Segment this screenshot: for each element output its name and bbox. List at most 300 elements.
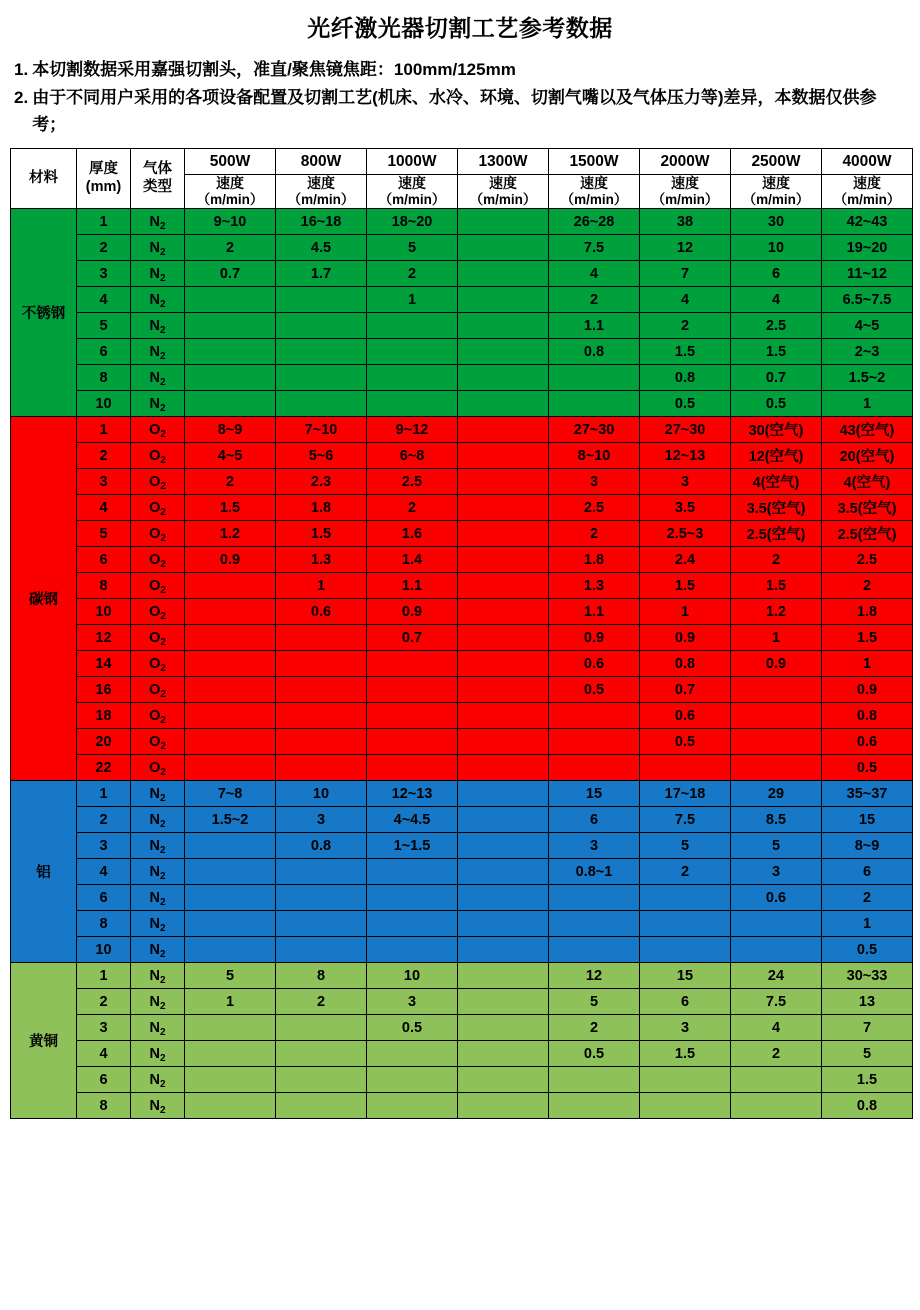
material-cell: 铝 <box>11 781 77 963</box>
speed-cell-2500w: 2.5 <box>731 313 822 339</box>
gas-type-cell: $O_2$ <box>131 755 185 781</box>
table-row <box>11 677 913 703</box>
table-row <box>11 339 913 365</box>
speed-cell-2000w: 0.5 <box>640 391 731 417</box>
speed-label: 速度 <box>489 175 517 192</box>
speed-cell-2000w <box>640 1067 731 1093</box>
table-row <box>11 313 913 339</box>
speed-cell-2000w: 1.5 <box>640 573 731 599</box>
speed-cell-2500w: 29 <box>731 781 822 807</box>
speed-cell-1000w: 18~20 <box>367 209 458 235</box>
speed-cell-2000w: 1.5 <box>640 339 731 365</box>
thickness-cell: 20 <box>77 729 131 755</box>
material-cell: 黄铜 <box>11 963 77 1119</box>
speed-cell-4000w: 5 <box>822 1041 913 1067</box>
thickness-cell: 3 <box>77 261 131 287</box>
speed-cell-800w <box>276 625 367 651</box>
speed-cell-4000w: 1 <box>822 911 913 937</box>
speed-cell-1300w <box>458 729 549 755</box>
speed-cell-800w <box>276 391 367 417</box>
speed-cell-500w <box>185 1015 276 1041</box>
gas-type-cell: $N_2$ <box>131 1015 185 1041</box>
speed-cell-2500w: 4(空气) <box>731 469 822 495</box>
thickness-cell: 14 <box>77 651 131 677</box>
speed-cell-500w <box>185 1067 276 1093</box>
speed-cell-2500w <box>731 911 822 937</box>
speed-cell-1300w <box>458 833 549 859</box>
thickness-cell: 1 <box>77 209 131 235</box>
speed-cell-800w <box>276 755 367 781</box>
thickness-cell: 18 <box>77 703 131 729</box>
speed-cell-500w: 2 <box>185 469 276 495</box>
speed-cell-1000w: 0.5 <box>367 1015 458 1041</box>
speed-cell-1000w: 9~12 <box>367 417 458 443</box>
speed-cell-800w: 8 <box>276 963 367 989</box>
speed-cell-4000w: 0.5 <box>822 755 913 781</box>
speed-cell-800w <box>276 911 367 937</box>
speed-cell-4000w: 2~3 <box>822 339 913 365</box>
speed-cell-500w <box>185 287 276 313</box>
table-row <box>11 443 913 469</box>
material-cell: 不锈钢 <box>11 209 77 417</box>
header-power-1300w: 1300W <box>458 149 549 175</box>
speed-cell-4000w: 19~20 <box>822 235 913 261</box>
table-row <box>11 287 913 313</box>
header-power-2000w: 2000W <box>640 149 731 175</box>
speed-cell-1500w: 1.3 <box>549 573 640 599</box>
speed-cell-2000w: 4 <box>640 287 731 313</box>
speed-cell-1000w <box>367 391 458 417</box>
speed-cell-500w: 9~10 <box>185 209 276 235</box>
gas-type-cell: $O_2$ <box>131 547 185 573</box>
gas-type-cell: $N_2$ <box>131 1041 185 1067</box>
thickness-cell: 1 <box>77 963 131 989</box>
speed-cell-4000w: 35~37 <box>822 781 913 807</box>
speed-cell-500w <box>185 599 276 625</box>
speed-cell-1300w <box>458 885 549 911</box>
table-row <box>11 235 913 261</box>
speed-cell-2000w: 0.9 <box>640 625 731 651</box>
speed-cell-4000w: 1.8 <box>822 599 913 625</box>
speed-cell-800w <box>276 677 367 703</box>
speed-cell-4000w: 42~43 <box>822 209 913 235</box>
table-row <box>11 261 913 287</box>
header-power-1500w: 1500W <box>549 149 640 175</box>
speed-cell-500w: 5 <box>185 963 276 989</box>
speed-cell-1000w: 2 <box>367 261 458 287</box>
speed-cell-2500w: 24 <box>731 963 822 989</box>
gas-type-cell: $O_2$ <box>131 443 185 469</box>
speed-cell-2500w: 1.2 <box>731 599 822 625</box>
header-power-500w: 500W <box>185 149 276 175</box>
speed-cell-800w <box>276 1015 367 1041</box>
speed-cell-2000w <box>640 755 731 781</box>
speed-cell-2500w: 1.5 <box>731 573 822 599</box>
speed-cell-2500w <box>731 677 822 703</box>
table-row <box>11 625 913 651</box>
speed-cell-1000w: 1.1 <box>367 573 458 599</box>
speed-cell-4000w: 4~5 <box>822 313 913 339</box>
speed-cell-2500w: 7.5 <box>731 989 822 1015</box>
speed-cell-1000w: 5 <box>367 235 458 261</box>
speed-cell-2500w <box>731 1093 822 1119</box>
speed-cell-1500w: 0.8 <box>549 339 640 365</box>
speed-cell-500w <box>185 703 276 729</box>
table-row <box>11 885 913 911</box>
speed-cell-2000w: 7.5 <box>640 807 731 833</box>
header-power-1000w: 1000W <box>367 149 458 175</box>
speed-cell-1300w <box>458 911 549 937</box>
speed-cell-800w: 5~6 <box>276 443 367 469</box>
speed-cell-800w: 10 <box>276 781 367 807</box>
speed-cell-2000w: 2 <box>640 313 731 339</box>
table-row <box>11 209 913 235</box>
speed-cell-2000w: 0.8 <box>640 651 731 677</box>
header-thickness-line2: (mm) <box>85 178 122 195</box>
gas-type-cell: $N_2$ <box>131 1067 185 1093</box>
table-row <box>11 729 913 755</box>
header-speed-2500w <box>731 175 822 209</box>
table-row <box>11 1093 913 1119</box>
speed-cell-500w: 8~9 <box>185 417 276 443</box>
speed-cell-4000w: 0.9 <box>822 677 913 703</box>
note-1 <box>14 57 910 83</box>
speed-cell-1300w <box>458 937 549 963</box>
gas-type-cell: $N_2$ <box>131 287 185 313</box>
speed-cell-2500w: 3 <box>731 859 822 885</box>
speed-unit: （m/min） <box>833 191 901 207</box>
speed-cell-500w <box>185 937 276 963</box>
gas-type-cell: $O_2$ <box>131 625 185 651</box>
speed-cell-500w: 2 <box>185 235 276 261</box>
speed-cell-2500w: 10 <box>731 235 822 261</box>
speed-cell-2000w: 27~30 <box>640 417 731 443</box>
thickness-cell: 4 <box>77 495 131 521</box>
speed-cell-800w: 1.5 <box>276 521 367 547</box>
speed-cell-1000w <box>367 1041 458 1067</box>
speed-cell-2500w: 1 <box>731 625 822 651</box>
speed-cell-1300w <box>458 365 549 391</box>
speed-cell-1500w: 0.5 <box>549 1041 640 1067</box>
speed-cell-2000w: 1.5 <box>640 1041 731 1067</box>
header-speed-500w <box>185 175 276 209</box>
speed-cell-2000w: 0.7 <box>640 677 731 703</box>
table-header <box>11 149 913 209</box>
speed-cell-1500w: 27~30 <box>549 417 640 443</box>
table-row <box>11 1015 913 1041</box>
speed-cell-2500w: 12(空气) <box>731 443 822 469</box>
thickness-cell: 6 <box>77 885 131 911</box>
thickness-cell: 2 <box>77 443 131 469</box>
speed-cell-1500w: 6 <box>549 807 640 833</box>
speed-unit: （m/min） <box>287 191 355 207</box>
speed-cell-4000w: 0.8 <box>822 1093 913 1119</box>
speed-cell-1300w <box>458 287 549 313</box>
speed-cell-4000w: 4(空气) <box>822 469 913 495</box>
speed-cell-1300w <box>458 313 549 339</box>
speed-cell-1000w <box>367 703 458 729</box>
table-row <box>11 573 913 599</box>
table-row <box>11 859 913 885</box>
speed-cell-1300w <box>458 235 549 261</box>
speed-cell-1500w <box>549 1067 640 1093</box>
speed-cell-500w <box>185 391 276 417</box>
speed-cell-500w <box>185 625 276 651</box>
speed-cell-2000w: 3 <box>640 469 731 495</box>
speed-cell-1300w <box>458 781 549 807</box>
speed-cell-1000w: 0.7 <box>367 625 458 651</box>
speed-cell-800w: 1.7 <box>276 261 367 287</box>
speed-cell-500w <box>185 833 276 859</box>
gas-type-cell: $N_2$ <box>131 781 185 807</box>
speed-cell-1500w: 5 <box>549 989 640 1015</box>
speed-cell-1500w <box>549 703 640 729</box>
table-row <box>11 755 913 781</box>
speed-cell-2500w: 8.5 <box>731 807 822 833</box>
header-speed-800w <box>276 175 367 209</box>
thickness-cell: 4 <box>77 287 131 313</box>
speed-cell-500w: 0.9 <box>185 547 276 573</box>
speed-cell-1500w: 3 <box>549 469 640 495</box>
speed-cell-1500w: 3 <box>549 833 640 859</box>
speed-cell-1500w <box>549 1093 640 1119</box>
thickness-cell: 8 <box>77 1093 131 1119</box>
speed-cell-1500w <box>549 729 640 755</box>
speed-cell-1500w: 0.5 <box>549 677 640 703</box>
gas-type-cell: $N_2$ <box>131 235 185 261</box>
speed-cell-2000w: 0.6 <box>640 703 731 729</box>
speed-cell-1300w <box>458 1067 549 1093</box>
thickness-cell: 22 <box>77 755 131 781</box>
speed-cell-1000w: 6~8 <box>367 443 458 469</box>
table-row <box>11 469 913 495</box>
speed-cell-1300w <box>458 339 549 365</box>
speed-unit: （m/min） <box>560 191 628 207</box>
speed-cell-4000w: 2 <box>822 885 913 911</box>
speed-cell-1500w: 2 <box>549 521 640 547</box>
thickness-cell: 4 <box>77 859 131 885</box>
thickness-cell: 6 <box>77 339 131 365</box>
note-2-number: 2. <box>14 88 29 108</box>
speed-cell-4000w: 0.5 <box>822 937 913 963</box>
speed-cell-1500w: 8~10 <box>549 443 640 469</box>
speed-cell-800w: 0.6 <box>276 599 367 625</box>
speed-cell-500w <box>185 885 276 911</box>
speed-cell-800w: 1.8 <box>276 495 367 521</box>
thickness-cell: 16 <box>77 677 131 703</box>
speed-unit: （m/min） <box>378 191 446 207</box>
speed-cell-1300w <box>458 391 549 417</box>
gas-type-cell: $O_2$ <box>131 573 185 599</box>
speed-label: 速度 <box>580 175 608 192</box>
thickness-cell: 10 <box>77 937 131 963</box>
speed-cell-2000w <box>640 911 731 937</box>
speed-cell-4000w: 8~9 <box>822 833 913 859</box>
speed-cell-1300w <box>458 677 549 703</box>
speed-cell-1000w: 2 <box>367 495 458 521</box>
thickness-cell: 3 <box>77 833 131 859</box>
speed-cell-1300w <box>458 1093 549 1119</box>
speed-unit: （m/min） <box>196 191 264 207</box>
speed-cell-2500w: 30(空气) <box>731 417 822 443</box>
speed-cell-2500w: 1.5 <box>731 339 822 365</box>
speed-cell-4000w: 6 <box>822 859 913 885</box>
table-row <box>11 911 913 937</box>
table-row <box>11 937 913 963</box>
speed-label: 速度 <box>762 175 790 192</box>
speed-cell-1500w: 1.8 <box>549 547 640 573</box>
gas-type-cell: $N_2$ <box>131 365 185 391</box>
speed-cell-4000w: 15 <box>822 807 913 833</box>
note-2-text: 由于不同用户采用的各项设备配置及切割工艺(机床、水冷、环境、切割气嘴以及气体压力等)差异，本数据仅供参考； <box>32 88 877 134</box>
speed-cell-500w: 1.5~2 <box>185 807 276 833</box>
speed-unit: （m/min） <box>742 191 810 207</box>
speed-cell-2500w <box>731 1067 822 1093</box>
speed-cell-2000w: 3.5 <box>640 495 731 521</box>
speed-cell-1000w <box>367 1093 458 1119</box>
speed-cell-1000w <box>367 755 458 781</box>
header-gas-type <box>131 149 185 209</box>
speed-cell-2000w: 2 <box>640 859 731 885</box>
speed-cell-1000w <box>367 911 458 937</box>
speed-cell-800w <box>276 651 367 677</box>
speed-cell-2000w: 12 <box>640 235 731 261</box>
gas-type-cell: $N_2$ <box>131 313 185 339</box>
speed-cell-2000w: 38 <box>640 209 731 235</box>
speed-cell-1300w <box>458 261 549 287</box>
speed-cell-1300w <box>458 521 549 547</box>
thickness-cell: 5 <box>77 313 131 339</box>
material-cell: 碳钢 <box>11 417 77 781</box>
table-row <box>11 391 913 417</box>
gas-type-cell: $N_2$ <box>131 833 185 859</box>
table-row <box>11 989 913 1015</box>
speed-cell-1000w: 4~4.5 <box>367 807 458 833</box>
speed-cell-500w: 1.2 <box>185 521 276 547</box>
speed-cell-500w: 1.5 <box>185 495 276 521</box>
gas-type-cell: $N_2$ <box>131 261 185 287</box>
speed-cell-4000w: 30~33 <box>822 963 913 989</box>
thickness-cell: 2 <box>77 989 131 1015</box>
speed-cell-2000w: 5 <box>640 833 731 859</box>
header-speed-2000w <box>640 175 731 209</box>
speed-cell-1500w: 2.5 <box>549 495 640 521</box>
speed-cell-1500w: 4 <box>549 261 640 287</box>
thickness-cell: 10 <box>77 599 131 625</box>
speed-cell-1000w <box>367 937 458 963</box>
speed-cell-2000w: 0.8 <box>640 365 731 391</box>
header-speed-1500w <box>549 175 640 209</box>
speed-cell-2500w: 4 <box>731 287 822 313</box>
table-row <box>11 833 913 859</box>
gas-type-cell: $O_2$ <box>131 677 185 703</box>
thickness-cell: 3 <box>77 469 131 495</box>
speed-cell-800w <box>276 313 367 339</box>
speed-cell-800w <box>276 859 367 885</box>
note-1-text: 本切割数据采用嘉强切割头，准直/聚焦镜焦距：100mm/125mm <box>32 60 516 79</box>
header-gas-line2: 类型 <box>143 178 172 195</box>
speed-cell-4000w: 6.5~7.5 <box>822 287 913 313</box>
thickness-cell: 5 <box>77 521 131 547</box>
speed-cell-800w <box>276 1093 367 1119</box>
speed-label: 速度 <box>671 175 699 192</box>
speed-cell-4000w: 11~12 <box>822 261 913 287</box>
speed-cell-800w <box>276 1041 367 1067</box>
document-page <box>0 10 920 1310</box>
speed-cell-1000w: 1 <box>367 287 458 313</box>
speed-cell-500w <box>185 1041 276 1067</box>
gas-type-cell: $O_2$ <box>131 417 185 443</box>
speed-cell-1300w <box>458 989 549 1015</box>
speed-unit: （m/min） <box>469 191 537 207</box>
header-thickness-line1: 厚度 <box>89 161 118 178</box>
table-row <box>11 651 913 677</box>
header-speed-4000w <box>822 175 913 209</box>
speed-cell-1000w <box>367 313 458 339</box>
gas-type-cell: $O_2$ <box>131 651 185 677</box>
speed-cell-2500w: 0.6 <box>731 885 822 911</box>
speed-cell-1300w <box>458 625 549 651</box>
speed-cell-1000w: 10 <box>367 963 458 989</box>
table-row <box>11 1067 913 1093</box>
speed-cell-2500w: 2 <box>731 1041 822 1067</box>
speed-cell-2500w: 0.5 <box>731 391 822 417</box>
thickness-cell: 6 <box>77 1067 131 1093</box>
speed-cell-800w <box>276 703 367 729</box>
cutting-parameters-table <box>10 148 913 1119</box>
speed-cell-500w: 4~5 <box>185 443 276 469</box>
speed-cell-4000w: 1.5 <box>822 1067 913 1093</box>
speed-label: 速度 <box>216 175 244 192</box>
speed-cell-2000w: 2.5~3 <box>640 521 731 547</box>
speed-cell-1500w <box>549 911 640 937</box>
thickness-cell: 10 <box>77 391 131 417</box>
speed-cell-1500w: 12 <box>549 963 640 989</box>
speed-cell-500w <box>185 313 276 339</box>
speed-cell-800w <box>276 885 367 911</box>
speed-unit: （m/min） <box>651 191 719 207</box>
note-1-number: 1. <box>14 60 29 79</box>
speed-cell-1300w <box>458 755 549 781</box>
speed-cell-1300w <box>458 443 549 469</box>
speed-label: 速度 <box>853 175 881 192</box>
thickness-cell: 2 <box>77 235 131 261</box>
speed-cell-4000w: 43(空气) <box>822 417 913 443</box>
table-row <box>11 521 913 547</box>
speed-cell-4000w: 20(空气) <box>822 443 913 469</box>
speed-cell-2500w: 30 <box>731 209 822 235</box>
speed-cell-1300w <box>458 495 549 521</box>
speed-cell-800w: 2.3 <box>276 469 367 495</box>
speed-cell-1300w <box>458 469 549 495</box>
speed-cell-1300w <box>458 703 549 729</box>
gas-type-cell: $N_2$ <box>131 937 185 963</box>
speed-cell-2000w: 2.4 <box>640 547 731 573</box>
speed-cell-500w: 7~8 <box>185 781 276 807</box>
speed-cell-1500w <box>549 391 640 417</box>
speed-cell-800w: 1 <box>276 573 367 599</box>
speed-cell-4000w: 0.8 <box>822 703 913 729</box>
speed-cell-500w <box>185 365 276 391</box>
speed-cell-1000w <box>367 677 458 703</box>
gas-type-cell: $N_2$ <box>131 911 185 937</box>
header-power-800w: 800W <box>276 149 367 175</box>
speed-cell-2500w: 0.9 <box>731 651 822 677</box>
speed-cell-1500w: 0.9 <box>549 625 640 651</box>
speed-cell-1300w <box>458 963 549 989</box>
speed-cell-500w: 1 <box>185 989 276 1015</box>
speed-cell-1000w <box>367 339 458 365</box>
